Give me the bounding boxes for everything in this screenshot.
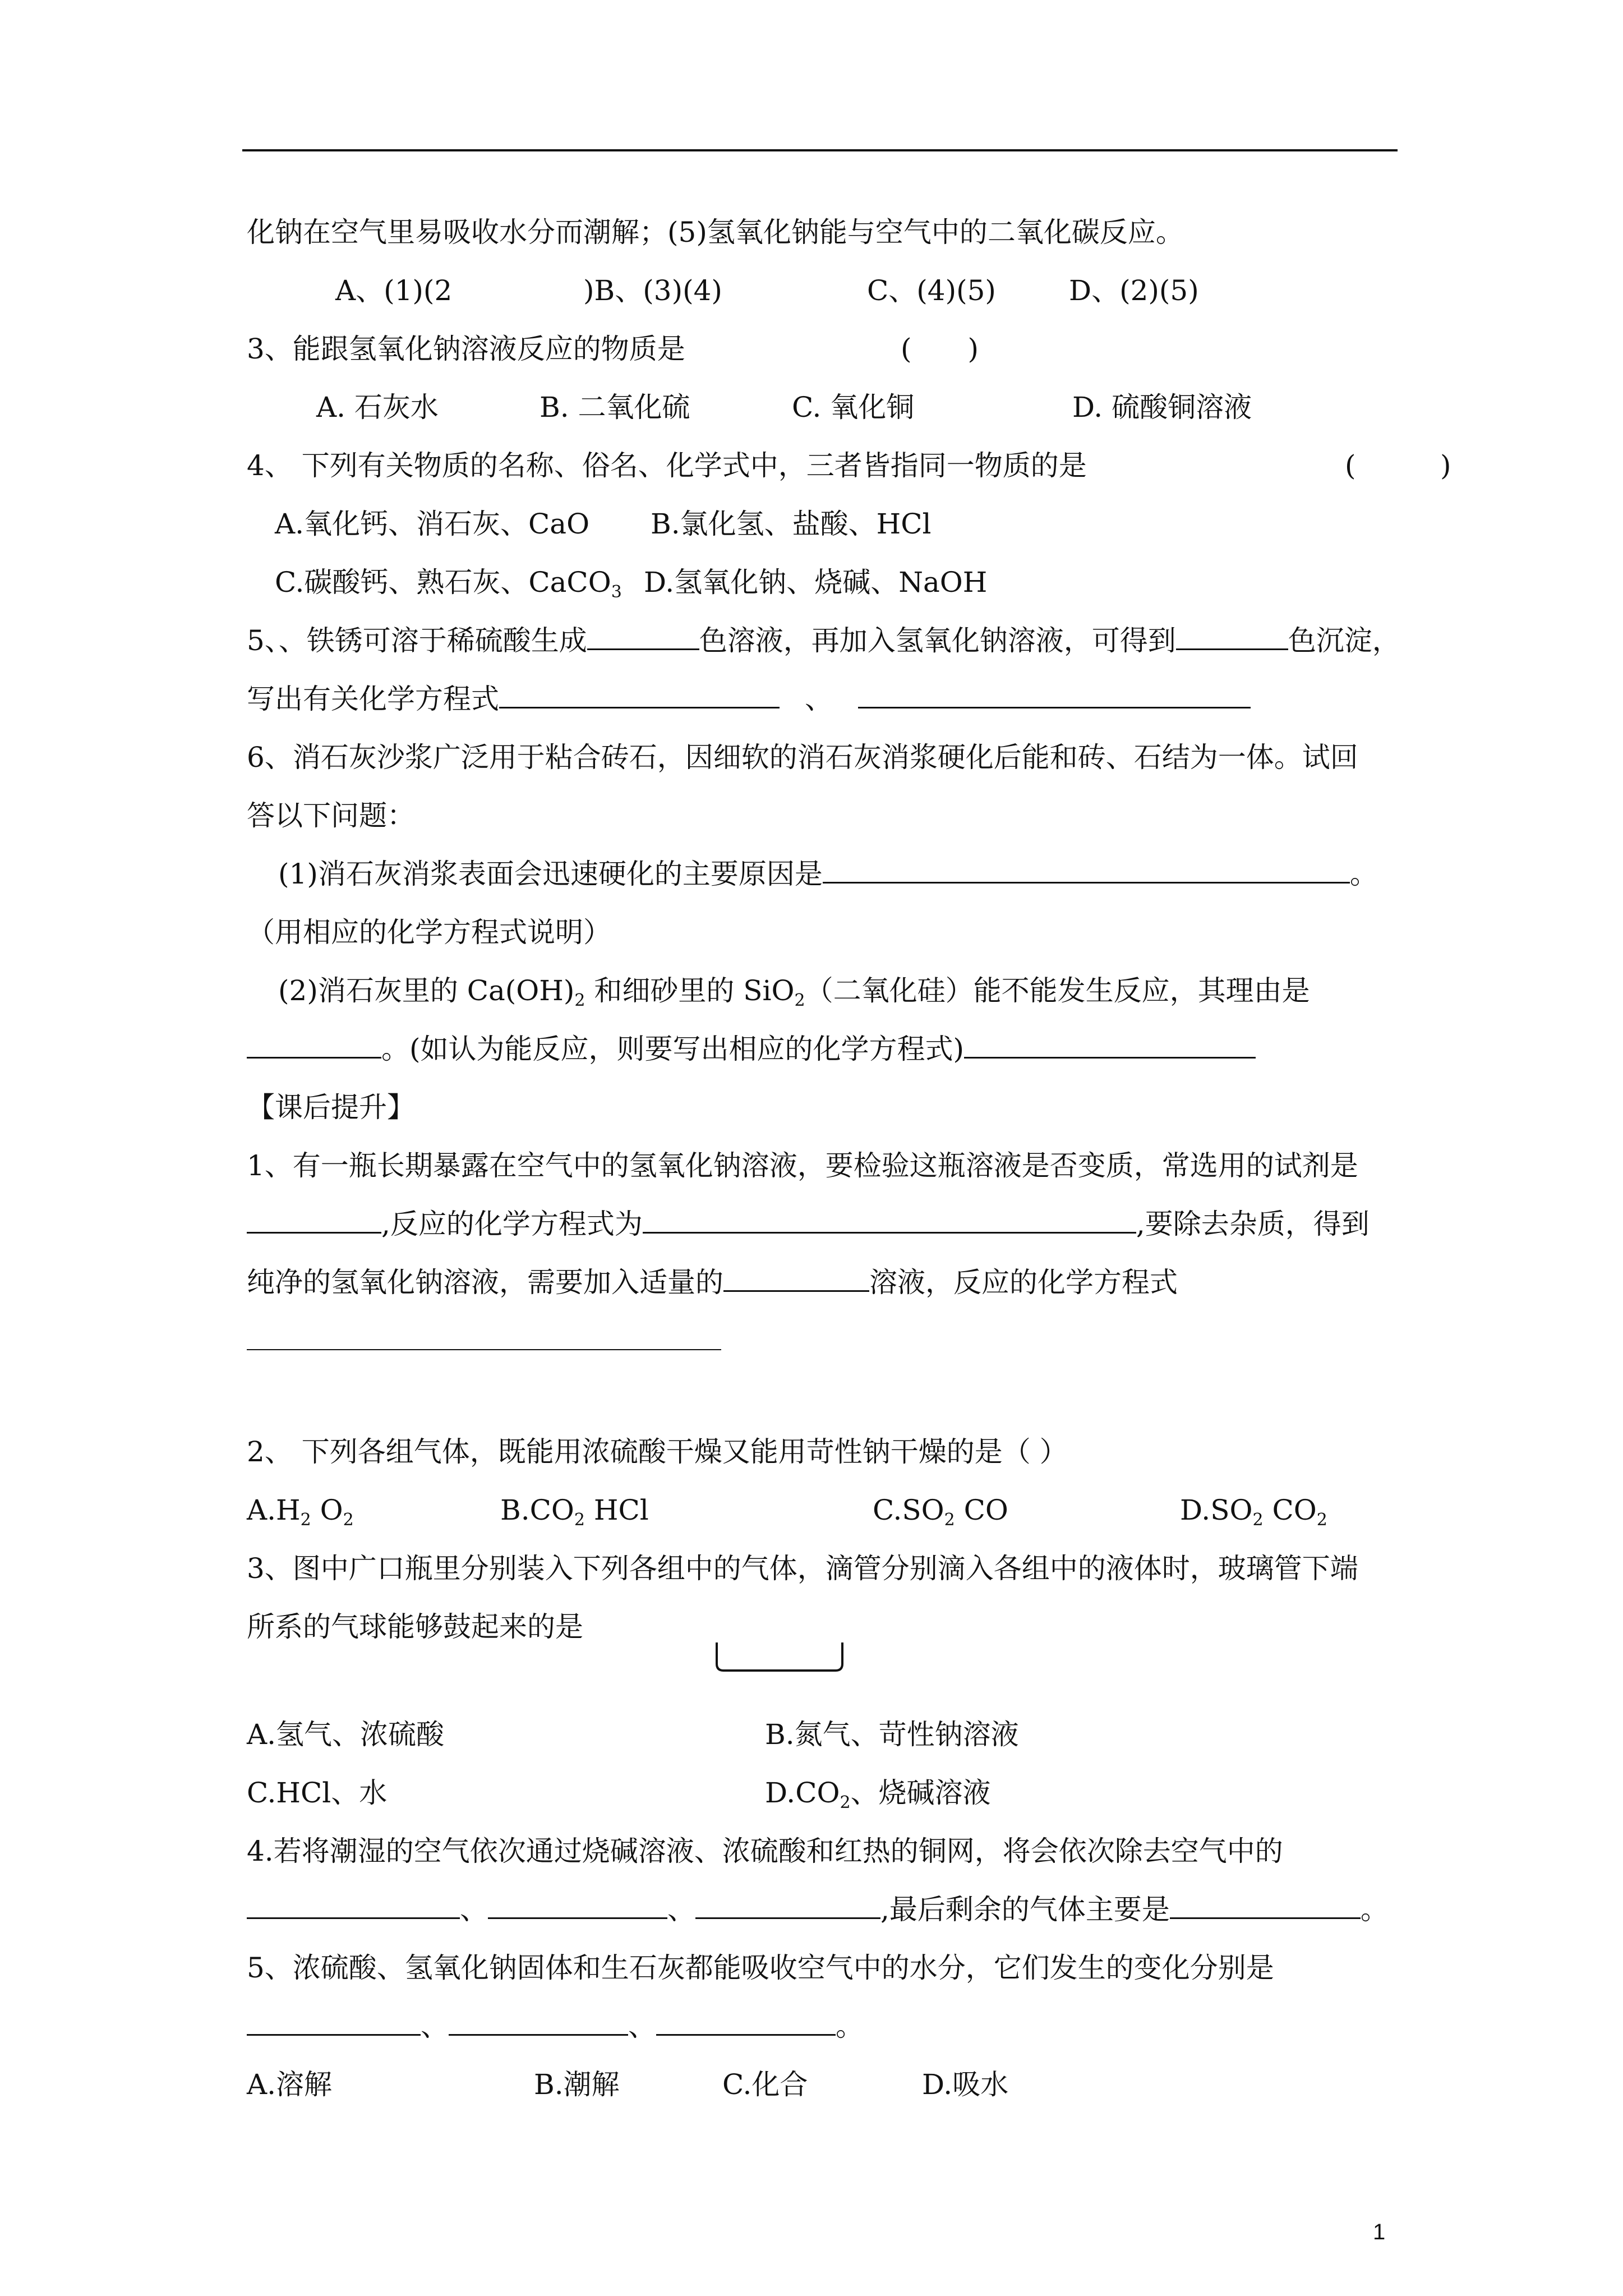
p3-option-a: A.氢气、浓硫酸: [247, 1718, 445, 1751]
p5-option-a: A.溶解: [247, 2068, 333, 2101]
page-number: 1: [1373, 2220, 1386, 2244]
q4-option-a: A.氧化钙、消石灰、CaO: [275, 508, 590, 540]
q3-answer-paren: ( ): [901, 333, 979, 365]
p2-option-d: $D.SO_2$ $CO_2$: [1180, 1494, 1327, 1530]
p3-option-c: C.HCl、水: [247, 1777, 388, 1809]
p5-option-d: D.吸水: [922, 2068, 1009, 2101]
q2-stem-tail: 化钠在空气里易吸收水分而潮解；(5)氢氧化钠能与空气中的二氧化碳反应。: [247, 216, 1184, 249]
p3-option-d: $D.CO_2$、烧碱溶液: [765, 1777, 991, 1812]
p4-line-2: 、 、 ,最后剩余的气体主要是 。: [247, 1892, 1389, 1927]
q6-line-1: 6、消石灰沙浆广泛用于粘合砖石，因细软的消石灰消浆硬化后能和砖、石结为一体。试回: [247, 741, 1358, 774]
p3-line-2: 所系的气球能够鼓起来的是: [247, 1611, 583, 1643]
section-heading: 【课后提升】: [247, 1091, 415, 1124]
q2-option-a: A、(1)(2: [335, 274, 453, 307]
q3-option-a: A. 石灰水: [316, 391, 439, 424]
q4-paren-right: ): [1440, 449, 1451, 482]
p5-line-1: 5、浓硫酸、氢氧化钠固体和生石灰都能吸收空气中的水分，它们发生的变化分别是: [247, 1952, 1274, 1984]
q4-paren-left: (: [1345, 449, 1356, 482]
p4-line-1: 4.若将潮湿的空气依次通过烧碱溶液、浓硫酸和红热的铜网，将会依次除去空气中的: [247, 1835, 1283, 1867]
q4-stem: 4、 下列有关物质的名称、俗名、化学式中，三者皆指同一物质的是: [247, 449, 1087, 482]
q6-sub-1: (1)消石灰消浆表面会迅速硬化的主要原因是 。: [278, 858, 1378, 890]
p5-line-2: 、 、 。: [247, 2008, 864, 2044]
q2-option-d: D、(2)(5): [1069, 274, 1199, 307]
p2-option-a: $A.H_2$ $O_2$: [247, 1494, 354, 1530]
q3-option-c: C. 氧化铜: [792, 391, 915, 424]
p5-option-b: B.潮解: [534, 2068, 620, 2101]
q5-line-1: 5、、铁锈可溶于稀硫酸生成 色溶液，再加入氢氧化钠溶液，可得到 色沉淀，: [247, 624, 1400, 657]
q4-option-b: B.氯化氢、盐酸、HCl: [651, 508, 932, 540]
q3-option-b: B. 二氧化硫: [540, 391, 690, 424]
q6-sub-2-cont: 。(如认为能反应，则要写出相应的化学方程式): [247, 1031, 1256, 1067]
p1-line-1: 1、有一瓶长期暴露在空气中的氢氧化钠溶液，要检验这瓶溶液是否变质，常选用的试剂是: [247, 1149, 1358, 1182]
p3-line-1: 3、图中广口瓶里分别装入下列各组中的气体，滴管分别滴入各组中的液体时，玻璃管下端: [247, 1552, 1358, 1585]
q6-sub-2: (2)消石灰里的 $Ca(OH)_2$ 和细砂里的 SiO$_2$（二氧化硅）能不能发生反应，其理由是: [278, 974, 1310, 1010]
header-rule: [242, 149, 1398, 151]
p2-option-c: $C.SO_2$ CO: [873, 1494, 1008, 1530]
p5-option-c: C.化合: [722, 2068, 808, 2101]
q4-option-c: C.碳酸钙、熟石灰、CaCO$_3$: [275, 566, 622, 602]
q2-option-c: C、(4)(5): [867, 274, 996, 307]
p3-option-b: B.氮气、苛性钠溶液: [765, 1718, 1019, 1751]
q4-option-d: D.氢氧化钠、烧碱、NaOH: [644, 566, 988, 599]
p1-line-2: ,反应的化学方程式为 ,要除去杂质，得到: [247, 1206, 1370, 1242]
p2-stem: 2、 下列各组气体，既能用浓硫酸干燥又能用苛性钠干燥的是（ ）: [247, 1435, 1068, 1468]
q6-sub-1-note: （用相应的化学方程式说明）: [247, 916, 611, 949]
q5-line-2: 写出有关化学方程式 、: [247, 681, 1251, 717]
p1-line-4: [247, 1323, 721, 1359]
q3-option-d: D. 硫酸铜溶液: [1072, 391, 1252, 424]
q3-stem: 3、能跟氢氧化钠溶液反应的物质是: [247, 333, 685, 365]
flask-diagram: [711, 1641, 848, 1673]
p1-line-3: 纯净的氢氧化钠溶液，需要加入适量的 溶液，反应的化学方程式: [247, 1266, 1178, 1299]
p2-option-b: $B.CO_2$ HCl: [500, 1494, 649, 1530]
q6-line-2: 答以下问题：: [247, 799, 415, 832]
q2-option-b: )B、(3)(4): [583, 274, 722, 307]
